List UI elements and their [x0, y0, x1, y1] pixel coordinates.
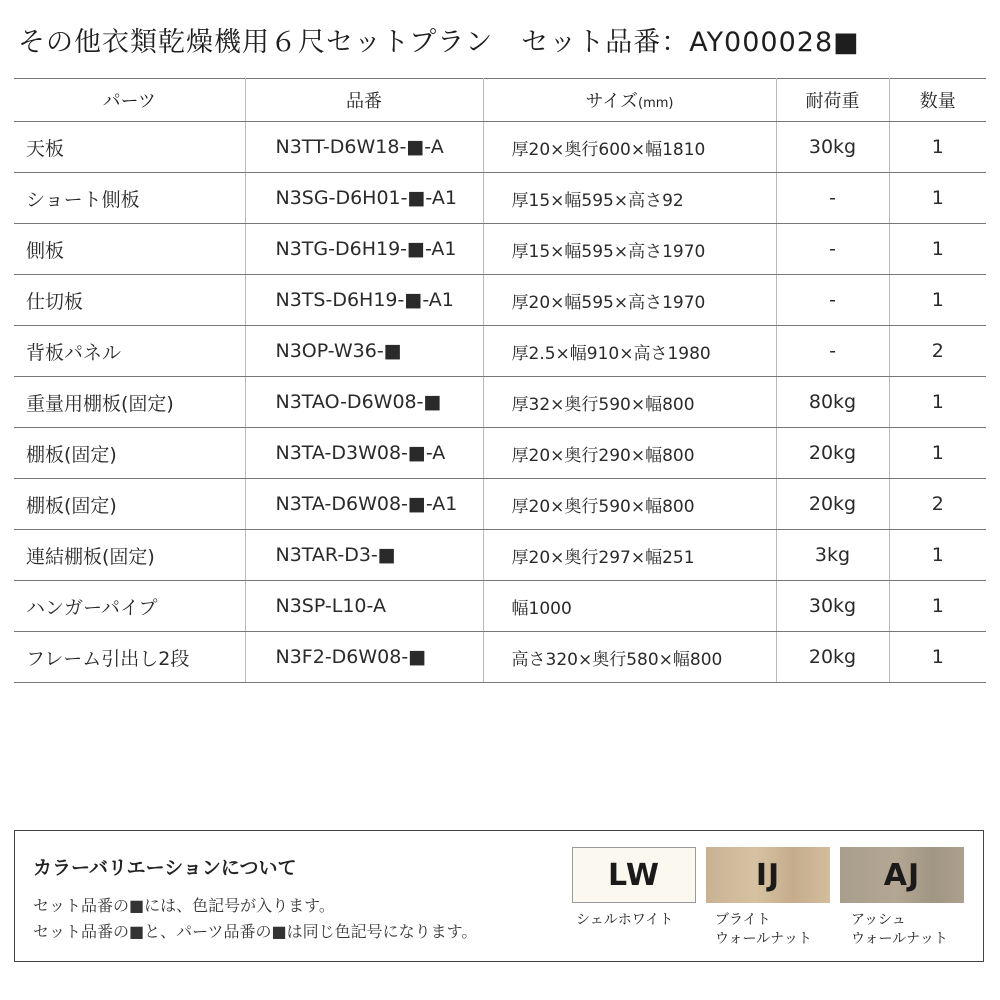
part-load: 30kg — [776, 122, 889, 173]
page-title: その他衣類乾燥機用６尺セットプラン セット品番：AY000028■ — [18, 27, 860, 58]
part-qty: 2 — [889, 479, 986, 530]
part-code: N3SP-L10-A — [245, 581, 483, 632]
table-row — [14, 173, 986, 224]
part-load: 20kg — [776, 632, 889, 683]
swatch-name-aj-line2: ウォールナット — [851, 931, 948, 947]
part-load: 20kg — [776, 428, 889, 479]
part-code: N3TAR-D3-■ — [245, 530, 483, 581]
part-name: 棚板(固定) — [14, 479, 245, 530]
swatch-name-aj — [851, 911, 948, 949]
part-size: 厚15×幅595×高さ1970 — [483, 224, 776, 275]
swatch-name-ij — [715, 911, 812, 949]
swatch-name-lw — [576, 911, 673, 930]
header-size — [483, 79, 776, 122]
part-qty: 1 — [889, 224, 986, 275]
table-row — [14, 275, 986, 326]
color-variation-note-1: セット品番の■には、色記号が入ります。 — [33, 896, 335, 915]
part-name: 天板 — [14, 122, 245, 173]
part-size: 厚20×奥行290×幅800 — [483, 428, 776, 479]
part-load: - — [776, 275, 889, 326]
swatch-name-lw-line1: シェルホワイト — [576, 912, 674, 928]
part-code: N3TS-D6H19-■-A1 — [245, 275, 483, 326]
part-code: N3OP-W36-■ — [245, 326, 483, 377]
part-code: N3F2-D6W08-■ — [245, 632, 483, 683]
part-code: N3TG-D6H19-■-A1 — [245, 224, 483, 275]
part-size: 厚15×幅595×高さ92 — [483, 173, 776, 224]
part-name: ハンガーパイプ — [14, 581, 245, 632]
color-variation-note-2: セット品番の■と、パーツ品番の■は同じ色記号になります。 — [33, 922, 478, 941]
part-code: N3TT-D6W18-■-A — [245, 122, 483, 173]
header-parts: パーツ — [14, 79, 245, 122]
part-name: フレーム引出し2段 — [14, 632, 245, 683]
parts-table — [14, 78, 986, 683]
swatch-aj: AJ — [840, 847, 964, 903]
part-code: N3TA-D3W08-■-A — [245, 428, 483, 479]
table-row — [14, 326, 986, 377]
part-load: - — [776, 224, 889, 275]
color-variation-heading: カラーバリエーションについて — [33, 857, 297, 879]
part-name: ショート側板 — [14, 173, 245, 224]
header-size-label: サイズ — [585, 91, 639, 112]
part-size: 厚20×幅595×高さ1970 — [483, 275, 776, 326]
part-code: N3SG-D6H01-■-A1 — [245, 173, 483, 224]
swatch-lw: LW — [572, 847, 696, 903]
table-row — [14, 377, 986, 428]
part-qty: 2 — [889, 326, 986, 377]
part-code: N3TAO-D6W08-■ — [245, 377, 483, 428]
part-size: 厚20×奥行590×幅800 — [483, 479, 776, 530]
part-qty: 1 — [889, 377, 986, 428]
part-load: 20kg — [776, 479, 889, 530]
table-row — [14, 224, 986, 275]
part-qty: 1 — [889, 173, 986, 224]
part-name: 側板 — [14, 224, 245, 275]
swatch-name-ij-line2: ウォールナット — [715, 931, 812, 947]
part-load: 80kg — [776, 377, 889, 428]
part-size: 厚32×奥行590×幅800 — [483, 377, 776, 428]
part-code: N3TA-D6W08-■-A1 — [245, 479, 483, 530]
header-code: 品番 — [245, 79, 483, 122]
table-row — [14, 530, 986, 581]
part-size: 幅1000 — [483, 581, 776, 632]
header-qty: 数量 — [889, 79, 986, 122]
swatch-name-ij-line1: ブライト — [715, 912, 771, 928]
part-qty: 1 — [889, 428, 986, 479]
swatch-name-aj-line1: アッシュ — [851, 912, 906, 928]
swatch-ij: IJ — [706, 847, 830, 903]
table-row — [14, 428, 986, 479]
part-load: 3kg — [776, 530, 889, 581]
table-row — [14, 632, 986, 683]
part-size: 厚20×奥行600×幅1810 — [483, 122, 776, 173]
header-size-unit: (mm) — [638, 96, 674, 111]
part-load: 30kg — [776, 581, 889, 632]
header-load: 耐荷重 — [776, 79, 889, 122]
table-row — [14, 122, 986, 173]
table-header-row — [14, 79, 986, 122]
part-size: 厚20×奥行297×幅251 — [483, 530, 776, 581]
part-qty: 1 — [889, 581, 986, 632]
part-load: - — [776, 173, 889, 224]
part-load: - — [776, 326, 889, 377]
table-row — [14, 581, 986, 632]
part-qty: 1 — [889, 530, 986, 581]
color-variation-panel — [14, 830, 984, 962]
part-qty: 1 — [889, 275, 986, 326]
part-name: 棚板(固定) — [14, 428, 245, 479]
part-qty: 1 — [889, 122, 986, 173]
part-name: 仕切板 — [14, 275, 245, 326]
part-name: 背板パネル — [14, 326, 245, 377]
part-name: 重量用棚板(固定) — [14, 377, 245, 428]
part-size: 厚2.5×幅910×高さ1980 — [483, 326, 776, 377]
part-size: 高さ320×奥行580×幅800 — [483, 632, 776, 683]
part-name: 連結棚板(固定) — [14, 530, 245, 581]
table-row — [14, 479, 986, 530]
part-qty: 1 — [889, 632, 986, 683]
